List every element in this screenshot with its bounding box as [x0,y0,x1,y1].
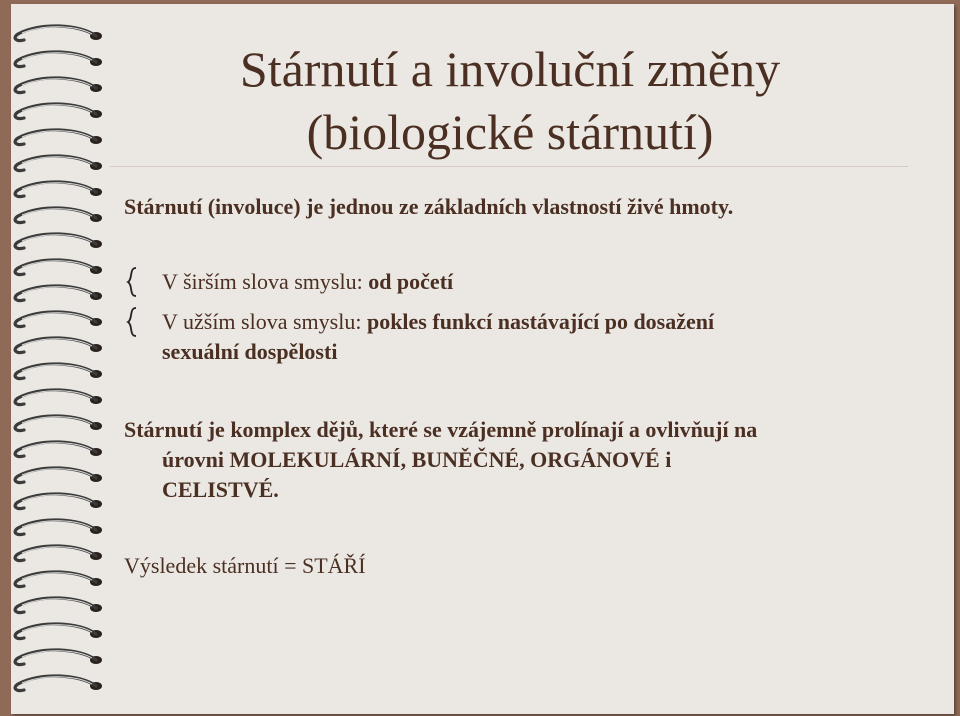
binding-loop-icon [15,26,102,41]
bullet-continuation: sexuální dospělosti [162,339,338,364]
binding-loop-icon [15,260,102,275]
complex-line-3: CELISTVÉ. [162,477,279,502]
binding-loop-icon [15,78,102,93]
bullet-prefix: V širším slova smyslu: [162,269,363,294]
binding-loop-icon [15,468,102,483]
bullet-item-broad [162,268,453,296]
intro-text: Stárnutí (involuce) je jednou ze základních vlastností živé hmoty. [124,194,734,219]
spiral-binding-icon [0,0,110,716]
binding-loop-icon [15,650,102,665]
binding-loop-icon [15,624,102,639]
binding-loop-icon [15,104,102,119]
binding-loop-icon [15,234,102,249]
binding-loop-icon [15,546,102,561]
binding-loop-icon [15,130,102,145]
binding-loop-icon [15,390,102,405]
title-line-1: Stárnutí a involuční změny [239,41,781,97]
binding-loop-icon [15,312,102,327]
complex-line-2: úrovni MOLEKULÁRNÍ, BUNĚČNÉ, ORGÁNOVÉ i [162,447,672,472]
slide-title [110,38,910,164]
binding-loop-icon [15,676,102,691]
result-text: Výsledek stárnutí = STÁŘÍ [124,553,366,578]
binding-loop-icon [15,338,102,353]
binding-loop-icon [15,494,102,509]
binding-loop-icon [15,182,102,197]
binding-loop-icon [15,364,102,379]
binding-loop-icon [15,598,102,613]
bullet-emphasis: pokles funkcí nastávající po dosažení [366,309,715,334]
binding-loop-icon [15,520,102,535]
bullet-item-narrow [162,308,714,336]
bullet-prefix: V užším slova smyslu: [162,309,362,334]
binding-loop-icon [15,416,102,431]
complex-line-1: Stárnutí je komplex dějů, které se vzájemně prolínají a ovlivňují na [124,417,758,442]
binding-loop-icon [15,572,102,587]
bracket-bullet-icon [124,306,142,338]
title-divider [110,166,908,167]
binding-loop-icon [15,286,102,301]
binding-loop-icon [15,208,102,223]
binding-loop-icon [15,442,102,457]
binding-loop-icon [15,52,102,67]
bullet-emphasis: od početí [368,269,454,294]
binding-loop-icon [15,156,102,171]
bracket-bullet-icon [124,266,142,298]
title-line-2: (biologické stárnutí) [306,104,714,160]
